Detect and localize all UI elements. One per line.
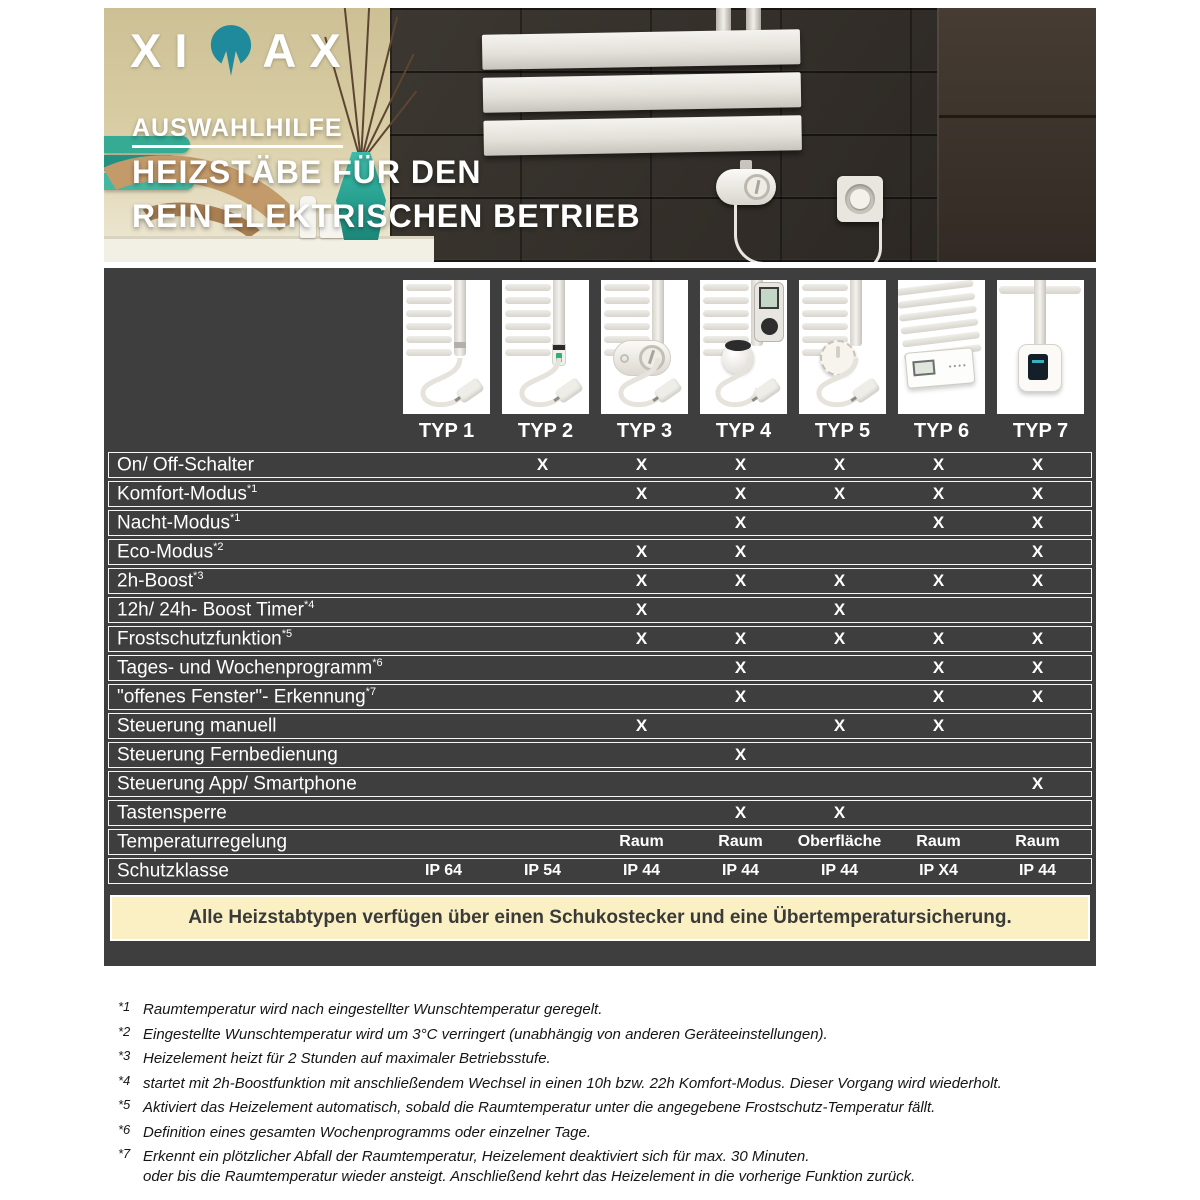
typ-label: TYP 5 [814, 420, 871, 442]
product-photo-typ3 [601, 280, 688, 414]
button-pad-icon [761, 318, 778, 335]
note-bar: Alle Heizstabtypen verfügen über einen Schukostecker und eine Übertemperatursicherung. [110, 895, 1090, 941]
product-photo-typ1 [403, 280, 490, 414]
typ-label: TYP 4 [715, 420, 772, 442]
logo-text-left: XI [130, 23, 201, 77]
heating-rod-icon [850, 280, 862, 346]
table-row: Tages- und Wochenprogramm$^{*6}$ X X X [108, 655, 1092, 681]
heating-element-control [716, 169, 776, 205]
ximax-logo-mark-icon [208, 24, 254, 80]
heating-rod-icon [553, 280, 565, 346]
footnote: *6 Definition eines gesamten Wochenprogramms oder einzelner Tage. [118, 1121, 592, 1141]
footnote: *5 Aktiviert das Heizelement automatisch, sobald die Raumtemperatur unter die angegebene Frostschutz-Temperatur fällt. [118, 1097, 936, 1116]
table-row: Schutzklasse IP 64 IP 54 IP 44 IP 44 IP 44 IP X4 IP 44 [108, 858, 1092, 884]
table-row: Frostschutzfunktion$^{*5}$ X X X X X [108, 626, 1092, 652]
table-row: "offenes Fenster"- Erkennung$^{*7}$ X X X [108, 684, 1092, 710]
product-photo-typ5 [799, 280, 886, 414]
typ-label: TYP 2 [517, 420, 574, 442]
cabinet [937, 8, 1096, 262]
flat-panel-radiator [482, 29, 802, 164]
schuko-plug-icon [850, 189, 870, 209]
table-row: Komfort-Modus$^{*1}$ X X X X X [108, 481, 1092, 507]
counter [104, 236, 434, 262]
typ-label: TYP 1 [418, 420, 475, 442]
hero-banner [104, 8, 1096, 262]
dial-icon [744, 174, 770, 200]
comparison-table [104, 268, 1096, 966]
footnote: *1 Raumtemperatur wird nach eingestellter Wunschtemperatur geregelt. [118, 999, 603, 1018]
product-photo-row [104, 268, 1096, 414]
hero-title-line2: REIN ELEKTRISCHEN BETRIEB [132, 198, 641, 234]
feature-rows [104, 452, 1096, 884]
wall-socket [837, 176, 883, 222]
table-row: Tastensperre X X [108, 800, 1092, 826]
table-row: Steuerung manuell X X X [108, 713, 1092, 739]
control-panel-icon: •••• [905, 347, 976, 389]
hero-kicker: AUSWAHLHILFE [132, 114, 343, 148]
typ-label: TYP 3 [616, 420, 673, 442]
footnotes [118, 1000, 1108, 1191]
product-photo-typ2 [502, 280, 589, 414]
socket-cable [856, 220, 882, 262]
product-photo-typ7 [997, 280, 1084, 414]
remote-control-icon [754, 282, 784, 342]
table-row: Eco-Modus$^{*2}$ X X X [108, 539, 1092, 565]
footnote: *7 Erkennt ein plötzlicher Abfall der Raumtemperatur, Heizelement deaktiviert sich für max. 30 Minuten. oder bis die Raumtemperatur wieder ansteigt. Anschließend kehrt das Heizelement in die vorherige Funktion zurück. [118, 1146, 916, 1185]
table-row: On/ Off-Schalter X X X X X X [108, 452, 1092, 478]
radiator-rungs-icon [505, 284, 551, 362]
table-row: Steuerung Fernbedienung X [108, 742, 1092, 768]
heating-rod-icon [652, 280, 664, 346]
table-row: Steuerung App/ Smartphone X [108, 771, 1092, 797]
product-photo-typ4 [700, 280, 787, 414]
cabinet-seam [939, 115, 1096, 118]
table-row: Temperaturregelung Raum Raum Oberfläche Raum Raum [108, 829, 1092, 855]
radiator-rungs-icon [406, 284, 452, 362]
ximax-logo [130, 20, 354, 80]
smart-control-box-icon [1018, 344, 1062, 392]
heating-rod-icon [1034, 280, 1046, 346]
table-row: 12h/ 24h- Boost Timer$^{*4}$ X X [108, 597, 1092, 623]
product-photo-typ6 [898, 280, 985, 414]
table-row: 2h-Boost$^{*3}$ X X X X X [108, 568, 1092, 594]
display-icon [1028, 354, 1048, 380]
lcd-display-icon [759, 287, 779, 309]
footnote: *2 Eingestellte Wunschtemperatur wird um 3°C verringert (unabhängig von anderen Geräteeinstellungen). [118, 1023, 828, 1043]
table-row: Nacht-Modus$^{*1}$ X X X [108, 510, 1092, 536]
hero-title-line1: HEIZSTÄBE FÜR DEN [132, 154, 482, 190]
logo-text-right: AX [262, 23, 354, 77]
typ-label: TYP 7 [1012, 420, 1069, 442]
footnote: *4 startet mit 2h-Boostfunktion mit anschließendem Wechsel in einen 10h bzw. 22h Komfort-Modus. Dieser Vorgang wird wiederholt. [118, 1072, 1002, 1092]
footnote: *3 Heizelement heizt für 2 Stunden auf maximaler Betriebsstufe. [118, 1048, 551, 1067]
typ-label-row [104, 414, 1096, 452]
lcd-display-icon [912, 359, 935, 376]
typ-label: TYP 6 [913, 420, 970, 442]
